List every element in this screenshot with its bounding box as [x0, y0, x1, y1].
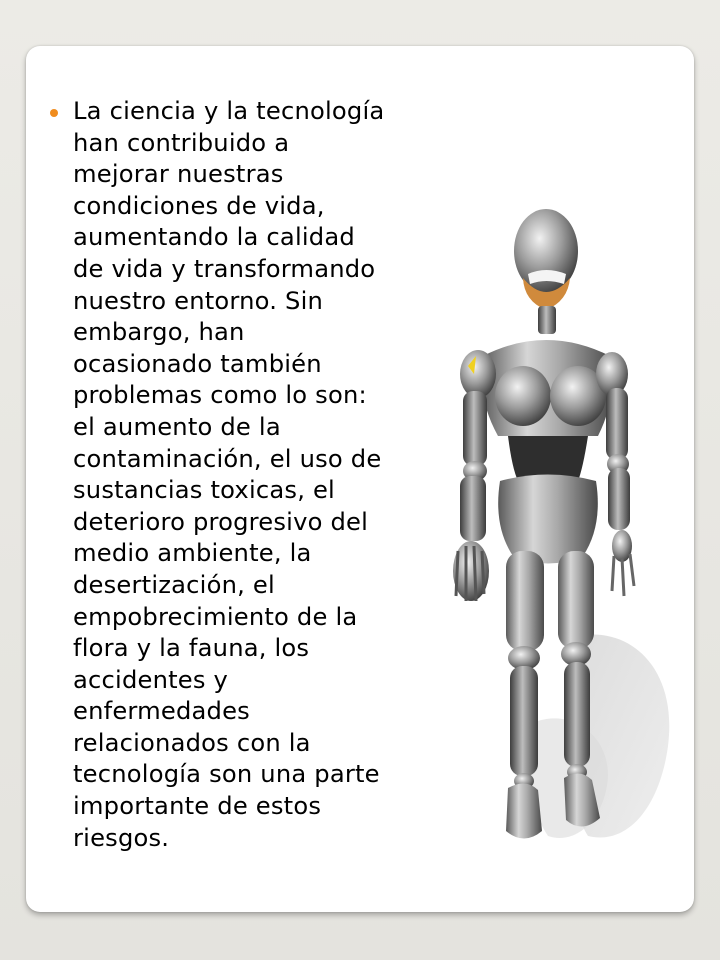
- bullet-text: La ciencia y la tecnología han contribuido a mejorar nuestras condiciones de vida, aumentando la calidad de vida y transformando nuestro entorno. Sin embargo, han ocasionado también problemas como lo son: el aumento de la contaminación, el uso de sustancias toxicas, el deterioro progresivo del medio ambiente, la desertización, el empobrecimiento de la flora y la fauna, los accidentes y enfermedades relacionados con la tecnología son una parte importante de estos riesgos.: [73, 97, 385, 852]
- bullet-dot-icon: [50, 109, 58, 117]
- robot-figure-icon: [378, 206, 708, 876]
- content-card: [26, 46, 694, 912]
